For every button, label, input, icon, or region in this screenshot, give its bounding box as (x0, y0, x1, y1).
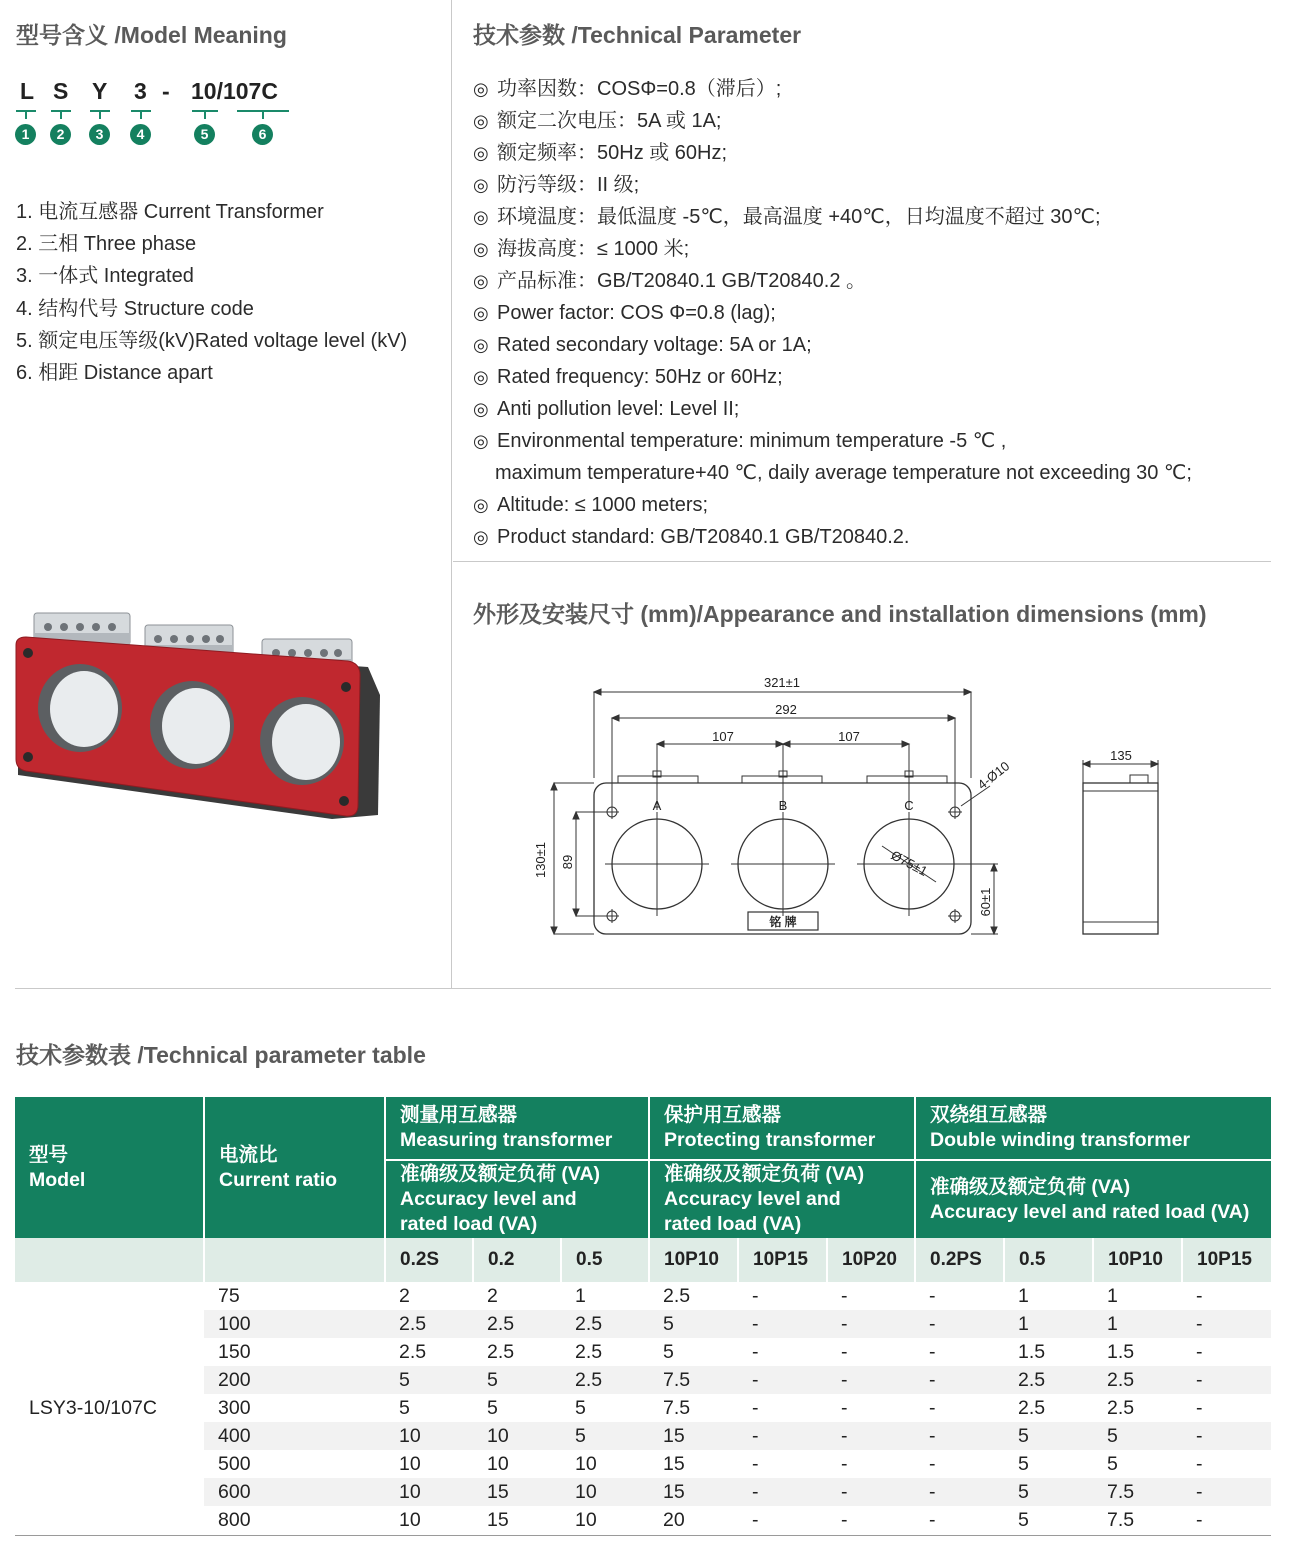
code-letter: Y (92, 78, 108, 104)
bullet-icon: ◎ (473, 175, 489, 195)
table-cell: 5 (649, 1310, 738, 1338)
dim-label: 4-Ø10 (974, 758, 1013, 793)
meaning-item: 6. 相距 Distance apart (16, 362, 213, 385)
table-cell: 1.5 (1018, 1340, 1046, 1363)
table-cell: 5 (575, 1396, 586, 1419)
table-cell: 10 (575, 1508, 597, 1531)
table-cell: - (752, 1340, 759, 1363)
table-cell: - (827, 1310, 915, 1338)
table-row (15, 1394, 1271, 1422)
class-header: 10P10 (1093, 1238, 1182, 1282)
table-cell: 2.5 (1107, 1396, 1135, 1419)
class-header: 10P20 (827, 1238, 915, 1282)
table-cell: 2.5 (473, 1310, 561, 1338)
table-cell (15, 1238, 204, 1282)
table-body (15, 1282, 1271, 1534)
table-cell: 2.5 (663, 1284, 691, 1307)
parameter-item: ◎ 海拔高度：≤ 1000 米; (473, 233, 1192, 265)
table-cell: - (841, 1396, 848, 1419)
code-tick (60, 111, 62, 119)
code-number-badge: 6 (252, 124, 273, 145)
table-cell: - (915, 1422, 1004, 1450)
class-header: 10P10 (649, 1238, 738, 1282)
table-cell: 7.5 (1107, 1508, 1135, 1531)
measuring-group-header: 测量用互感器 Measuring transformer (385, 1097, 649, 1160)
parameter-item: ◎ 额定频率：50Hz 或 60Hz; (473, 137, 1192, 169)
parameter-item: ◎ 功率因数：COSΦ=0.8（滞后）; (473, 73, 1192, 105)
class-header: 0.2S (385, 1238, 473, 1282)
parameter-item: ◎ Product standard: GB/T20840.1 GB/T20840.2. (473, 521, 1192, 553)
bullet-icon: ◎ (473, 111, 489, 131)
table-cell: - (841, 1452, 848, 1475)
dim-label: 107 (712, 729, 734, 744)
code-tick (262, 111, 264, 119)
table-row (15, 1366, 1271, 1394)
code-letter: 3 (134, 78, 147, 104)
parameter-table-heading: 技术参数表 /Technical parameter table (16, 1042, 426, 1068)
code-tick (204, 111, 206, 119)
protecting-accuracy-header: 准确级及额定负荷 (VA) Accuracy level and rated load (VA) (649, 1160, 915, 1238)
table-cell: 5 (1004, 1422, 1093, 1450)
table-cell: - (929, 1396, 936, 1419)
model-cell: LSY3-10/107C (15, 1282, 204, 1534)
table-cell: - (1196, 1452, 1203, 1475)
bullet-icon: ◎ (473, 399, 489, 419)
parameter-item: ◎ Power factor: COS Φ=0.8 (lag); (473, 297, 1192, 329)
table-cell: 10 (399, 1452, 421, 1475)
model-meaning-heading: 型号含义 /Model Meaning (16, 22, 287, 48)
table-cell: - (929, 1508, 936, 1531)
dim-label: 135 (1110, 748, 1132, 763)
code-tick (99, 111, 101, 119)
ratio-cell: 100 (204, 1310, 385, 1338)
dim-label: 60±1 (978, 887, 993, 917)
meaning-item: 2. 三相 Three phase (16, 233, 197, 256)
bullet-icon: ◎ (473, 527, 489, 547)
table-cell: 2.5 (1093, 1366, 1182, 1394)
double-winding-group-header: 双绕组互感器 Double winding transformer (915, 1097, 1271, 1160)
parameter-table (15, 1097, 1271, 1534)
table-cell: 15 (487, 1508, 509, 1531)
bullet-icon: ◎ (473, 271, 489, 291)
table-cell: - (827, 1478, 915, 1506)
table-cell: 7.5 (1093, 1478, 1182, 1506)
parameter-item: ◎ 产品标准：GB/T20840.1 GB/T20840.2 。 (473, 265, 1192, 297)
class-header: 0.5 (561, 1238, 649, 1282)
parameter-item: ◎ Anti pollution level: Level II; (473, 393, 1192, 425)
table-cell: 2.5 (575, 1340, 603, 1363)
table-cell: - (827, 1422, 915, 1450)
meaning-item: 5. 额定电压等级(kV)Rated voltage level (kV) (16, 329, 408, 352)
table-cell: - (738, 1310, 827, 1338)
table-bottom-rule (15, 1535, 1271, 1536)
meaning-item: 3. 一体式 Integrated (16, 265, 194, 288)
parameter-item: ◎ 环境温度：最低温度 -5℃，最高温度 +40℃，日均温度不超过 30℃; (473, 201, 1192, 233)
table-cell: 2.5 (399, 1340, 427, 1363)
column-divider (451, 0, 452, 988)
table-cell: - (1196, 1508, 1203, 1531)
table-cell: 10 (385, 1422, 473, 1450)
table-cell: - (1182, 1366, 1271, 1394)
table-cell: 5 (1004, 1478, 1093, 1506)
measuring-accuracy-header: 准确级及额定负荷 (VA) Accuracy level and rated load (VA) (385, 1160, 649, 1238)
table-cell: 2.5 (1018, 1396, 1046, 1419)
dim-label: 292 (775, 702, 797, 717)
table-cell: 2.5 (487, 1340, 515, 1363)
table-cell: 15 (649, 1478, 738, 1506)
table-cell: 2 (487, 1284, 498, 1307)
table-cell: 15 (649, 1422, 738, 1450)
table-cell: 5 (487, 1396, 498, 1419)
table-cell: - (915, 1366, 1004, 1394)
table-cell: - (1196, 1396, 1203, 1419)
section-divider (453, 561, 1271, 562)
phase-label: A (652, 798, 662, 813)
table-cell: 15 (663, 1452, 685, 1475)
code-number-badge: 4 (130, 124, 151, 145)
dim-label: Ø75±1 (888, 847, 931, 879)
table-cell: 1 (575, 1284, 586, 1307)
parameter-item: ◎ Rated secondary voltage: 5A or 1A; (473, 329, 1192, 361)
ratio-cell: 300 (218, 1396, 251, 1419)
dim-label: 130±1 (533, 841, 548, 879)
table-cell: - (915, 1478, 1004, 1506)
ratio-cell: 600 (204, 1478, 385, 1506)
table-row (15, 1478, 1271, 1506)
table-row (15, 1450, 1271, 1478)
bullet-icon: ◎ (473, 495, 489, 515)
table-cell: - (841, 1508, 848, 1531)
table-cell: 5 (1107, 1452, 1118, 1475)
table-row (15, 1310, 1271, 1338)
table-cell: 10 (561, 1478, 649, 1506)
code-tick (25, 111, 27, 119)
dim-label: 321±1 (763, 675, 801, 690)
bullet-icon: ◎ (473, 367, 489, 387)
table-cell: - (929, 1340, 936, 1363)
ratio-cell: 400 (204, 1422, 385, 1450)
table-cell: 7.5 (649, 1366, 738, 1394)
dimension-drawing (520, 660, 1200, 960)
table-cell: - (841, 1284, 848, 1307)
parameter-item: ◎ Rated frequency: 50Hz or 60Hz; (473, 361, 1192, 393)
ratio-cell: 150 (218, 1340, 251, 1363)
table-cell: - (1196, 1340, 1203, 1363)
code-number-badge: 3 (89, 124, 110, 145)
table-cell: - (1182, 1422, 1271, 1450)
dim-label: 107 (838, 729, 860, 744)
table-cell: 5 (385, 1366, 473, 1394)
meaning-item: 4. 结构代号 Structure code (16, 297, 254, 320)
table-cell: 5 (1093, 1422, 1182, 1450)
dimensions-heading: 外形及安装尺寸 (mm)/Appearance and installation dimensions (mm) (473, 601, 1207, 627)
parameter-item: ◎ 额定二次电压：5A 或 1A; (473, 105, 1192, 137)
ratio-cell: 500 (218, 1452, 251, 1475)
table-cell: - (738, 1366, 827, 1394)
table-cell: 2.5 (385, 1310, 473, 1338)
parameter-item: ◎ Environmental temperature: minimum temperature -5 ℃ , (473, 425, 1192, 457)
bullet-icon: ◎ (473, 143, 489, 163)
bullet-icon: ◎ (473, 431, 489, 451)
table-cell: - (929, 1452, 936, 1475)
table-cell: - (1182, 1310, 1271, 1338)
table-cell: - (752, 1284, 759, 1307)
table-cell: 10 (473, 1422, 561, 1450)
ratio-header: 电流比 Current ratio (204, 1097, 385, 1238)
code-letter: L (20, 78, 35, 104)
code-letter: 10/107C (191, 78, 278, 104)
table-cell: 2.5 (561, 1366, 649, 1394)
table-cell: - (1182, 1478, 1271, 1506)
table-cell: 2 (399, 1284, 410, 1307)
table-cell: 7.5 (663, 1396, 691, 1419)
class-header: 10P15 (1182, 1238, 1271, 1282)
double-winding-accuracy-header: 准确级及额定负荷 (VA) Accuracy level and rated load (VA) (915, 1160, 1271, 1238)
table-cell: 5 (1018, 1508, 1029, 1531)
bullet-icon: ◎ (473, 79, 489, 99)
table-row (15, 1506, 1271, 1534)
table-cell: 10 (575, 1452, 597, 1475)
table-cell: - (915, 1310, 1004, 1338)
bullet-icon: ◎ (473, 207, 489, 227)
ratio-cell: 200 (204, 1366, 385, 1394)
table-cell: 10 (399, 1508, 421, 1531)
table-header-row (15, 1097, 1271, 1160)
protecting-group-header: 保护用互感器 Protecting transformer (649, 1097, 915, 1160)
section-divider (15, 988, 1271, 989)
table-cell: 5 (663, 1340, 674, 1363)
table-cell: - (841, 1340, 848, 1363)
ratio-cell: 800 (218, 1508, 251, 1531)
class-header: 10P15 (738, 1238, 827, 1282)
table-cell: 1 (1093, 1310, 1182, 1338)
model-meaning-list (16, 196, 407, 389)
table-cell: - (752, 1508, 759, 1531)
model-header: 型号 Model (15, 1097, 204, 1238)
table-cell: 10 (385, 1478, 473, 1506)
table-cell: - (752, 1452, 759, 1475)
table-cell: 20 (663, 1508, 685, 1531)
code-letter: - (162, 78, 170, 104)
table-cell: 2.5 (561, 1310, 649, 1338)
table-cell: - (752, 1396, 759, 1419)
table-cell (204, 1238, 385, 1282)
table-cell: 5 (399, 1396, 410, 1419)
parameter-item: ◎ Altitude: ≤ 1000 meters; (473, 489, 1192, 521)
accuracy-class-row (15, 1238, 1271, 1282)
phase-label: B (778, 798, 788, 813)
table-cell: 10 (487, 1452, 509, 1475)
class-header: 0.2PS (915, 1238, 1004, 1282)
table-cell: 1 (1004, 1310, 1093, 1338)
table-cell: 1 (1107, 1284, 1118, 1307)
table-cell: 5 (561, 1422, 649, 1450)
code-number-badge: 5 (194, 124, 215, 145)
table-cell: - (827, 1366, 915, 1394)
table-cell: 5 (1018, 1452, 1029, 1475)
dim-label: 89 (560, 854, 575, 870)
code-letter: S (53, 78, 69, 104)
nameplate-label: 铭 牌 (769, 915, 797, 929)
phase-label: C (904, 798, 914, 813)
technical-parameter-heading: 技术参数 /Technical Parameter (473, 22, 802, 48)
table-cell: - (1196, 1284, 1203, 1307)
table-cell: - (738, 1422, 827, 1450)
table-cell: 1 (1018, 1284, 1029, 1307)
table-row (15, 1422, 1271, 1450)
table-row (15, 1338, 1271, 1366)
meaning-item: 1. 电流互感器 Current Transformer (16, 201, 324, 223)
bullet-icon: ◎ (473, 303, 489, 323)
table-cell: 15 (473, 1478, 561, 1506)
table-row (15, 1282, 1271, 1310)
table-cell: - (738, 1478, 827, 1506)
product-image (12, 605, 392, 825)
code-number-badge: 2 (50, 124, 71, 145)
table-cell: 1.5 (1107, 1340, 1135, 1363)
parameter-item-continuation: maximum temperature+40 ℃, daily average temperature not exceeding 30 ℃; (495, 462, 1192, 484)
class-header: 0.5 (1004, 1238, 1093, 1282)
code-number-badge: 1 (15, 124, 36, 145)
technical-parameter-list (473, 73, 1192, 553)
parameter-item: ◎ 防污等级：II 级; (473, 169, 1192, 201)
bullet-icon: ◎ (473, 239, 489, 259)
ratio-cell: 75 (218, 1284, 240, 1307)
table-cell: 5 (473, 1366, 561, 1394)
bullet-icon: ◎ (473, 335, 489, 355)
table-cell: 2.5 (1004, 1366, 1093, 1394)
code-tick (140, 111, 142, 119)
class-header: 0.2 (473, 1238, 561, 1282)
table-cell: - (929, 1284, 936, 1307)
